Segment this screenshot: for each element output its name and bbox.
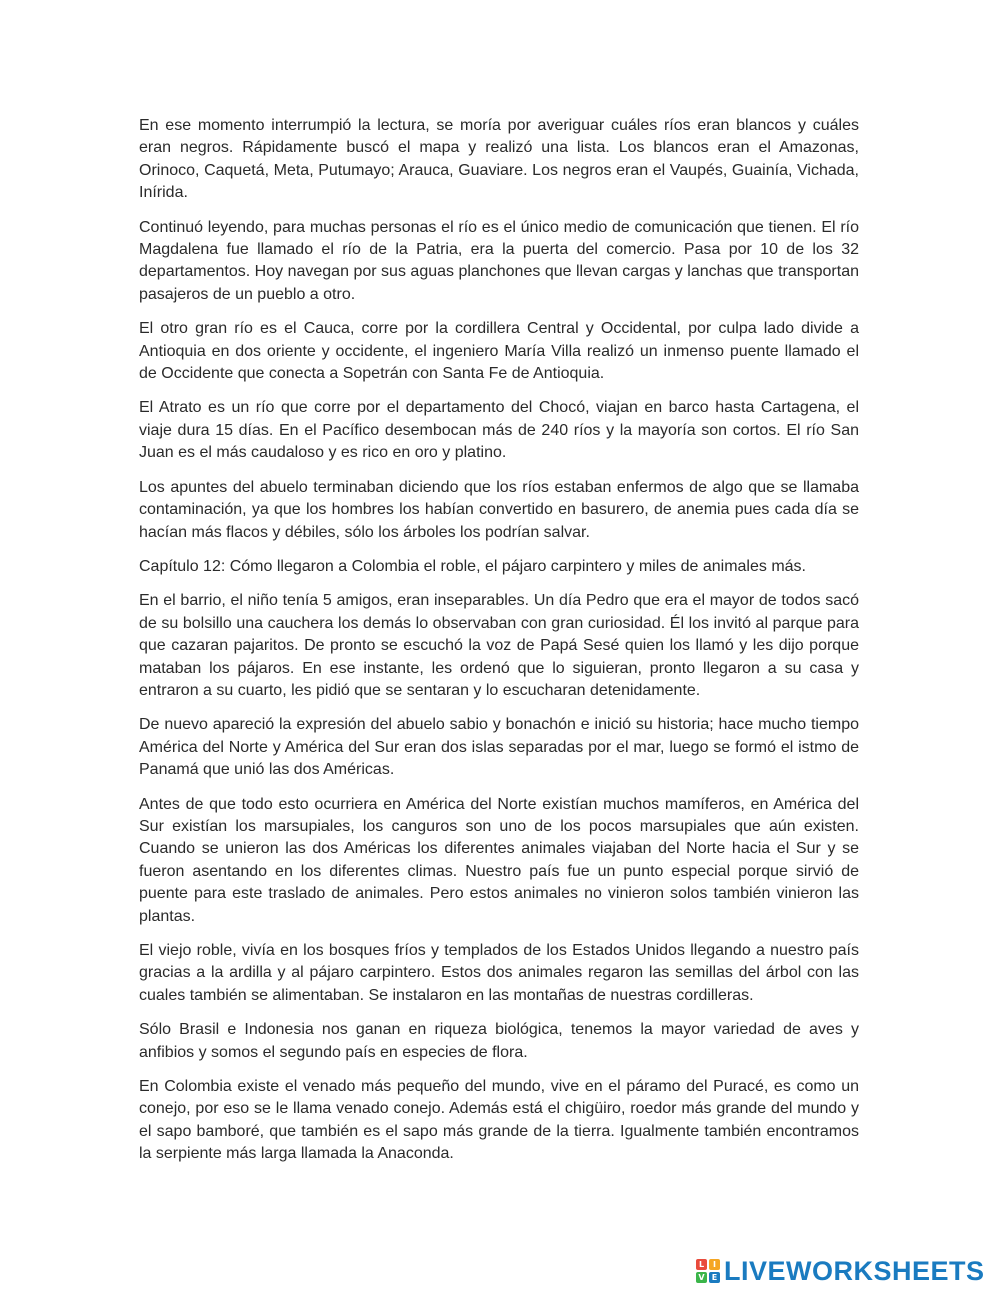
- paragraph-11: Sólo Brasil e Indonesia nos ganan en riqueza biológica, tenemos la mayor variedad de aves y anfibios y somos el segundo país en especies de flora.: [139, 1021, 859, 1061]
- paragraph-2: Continuó leyendo, para muchas personas el río es el único medio de comunicación que tienen. El río Magdalena fue llamado el río de la Patria, era la puerta del comercio. Pasa por 10 de los 32 departamentos. Hoy navegan por sus aguas planchones que llevan cargas y lanchas que transportan pasajeros de un pueblo a otro.: [139, 218, 859, 303]
- paragraph-3: El otro gran río es el Cauca, corre por la cordillera Central y Occidental, por culpa lado divide a Antioquia en dos oriente y occidente, el ingeniero María Villa realizó un inmenso puente llamado el de Occidente que conecta a Sopetrán con Santa Fe de Antioquia.: [139, 320, 859, 383]
- logo-mark-icon: [696, 1259, 720, 1283]
- logo-mark-tile: E: [709, 1272, 720, 1283]
- liveworksheets-logo: [696, 1256, 985, 1286]
- document-body: [139, 115, 859, 1178]
- chapter-heading: Capítulo 12: Cómo llegaron a Colombia el roble, el pájaro carpintero y miles de animales más.: [139, 557, 806, 575]
- logo-mark-tile: I: [709, 1259, 720, 1270]
- logo-mark-tile: L: [696, 1259, 707, 1270]
- paragraph-1: En ese momento interrumpió la lectura, se moría por averiguar cuáles ríos eran blancos y cuáles eran negros. Rápidamente buscó el mapa y realizó una lista. Los blancos eran el Amazonas, Orinoco, Caquetá, Meta, Putumayo; Arauca, Guaviare. Los negros eran el Vaupés, Guainía, Vichada, Inírida.: [139, 117, 859, 202]
- paragraph-8: De nuevo apareció la expresión del abuelo sabio y bonachón e inició su historia; hace mucho tiempo América del Norte y América del Sur eran dos islas separadas por el mar, luego se formó el istmo de Panamá que unió las dos Américas.: [139, 716, 859, 779]
- paragraph-4: El Atrato es un río que corre por el departamento del Chocó, viajan en barco hasta Cartagena, el viaje dura 15 días. En el Pacífico desembocan más de 240 ríos y la mayoría son cortos. El río San Juan es el más caudaloso y es rico en oro y platino.: [139, 399, 859, 462]
- paragraph-10: El viejo roble, vivía en los bosques fríos y templados de los Estados Unidos llegando a nuestro país gracias a la ardilla y al pájaro carpintero. Estos dos animales regaron las semillas del árbol con las cuales también se alimentaban. Se instalaron en las montañas de nuestras cordilleras.: [139, 942, 859, 1004]
- logo-mark-tile: V: [696, 1272, 707, 1283]
- paragraph-12: En Colombia existe el venado más pequeño del mundo, vive en el páramo del Puracé, es como un conejo, por eso se le llama venado conejo. Además está el chigüiro, roedor más grande del mundo y el sapo bamboré, que también es el sapo más grande de la tierra. Igualmente también encontramos la serpiente más larga llamada la Anaconda.: [139, 1078, 859, 1163]
- paragraph-7: En el barrio, el niño tenía 5 amigos, eran inseparables. Un día Pedro que era el mayor de todos sacó de su bolsillo una cauchera los demás lo observaban con gran curiosidad. Él los invitó al parque para que cazaran pajaritos. De pronto se escuchó la voz de Papá Sesé quien los llamó y les dijo porque mataban los pájaros. En ese instante, les ordenó que lo siguieran, pronto llegaron a su casa y entraron a su cuarto, les pidió que se sentaran y lo escucharan detenidamente.: [139, 592, 859, 699]
- logo-wordmark: LIVEWORKSHEETS: [724, 1255, 985, 1286]
- paragraph-9: Antes de que todo esto ocurriera en América del Norte existían muchos mamíferos, en América del Sur existían los marsupiales, los canguros son uno de los pocos marsupiales que aún existen. Cuando se unieron las dos Américas los diferentes animales viajaban del Norte hacia el Sur y se fueron asentando en los diferentes climas. Nuestro país fue un punto especial porque sirvió de puente para este traslado de animales. Pero estos animales no vinieron solos también vinieron las plantas.: [139, 795, 859, 925]
- paragraph-5: Los apuntes del abuelo terminaban diciendo que los ríos estaban enfermos de algo que se llamaba contaminación, ya que los hombres los habían convertido en basurero, de anemia pues cada día se hacían más flacos y débiles, sólo los árboles los podrían salvar.: [139, 478, 859, 541]
